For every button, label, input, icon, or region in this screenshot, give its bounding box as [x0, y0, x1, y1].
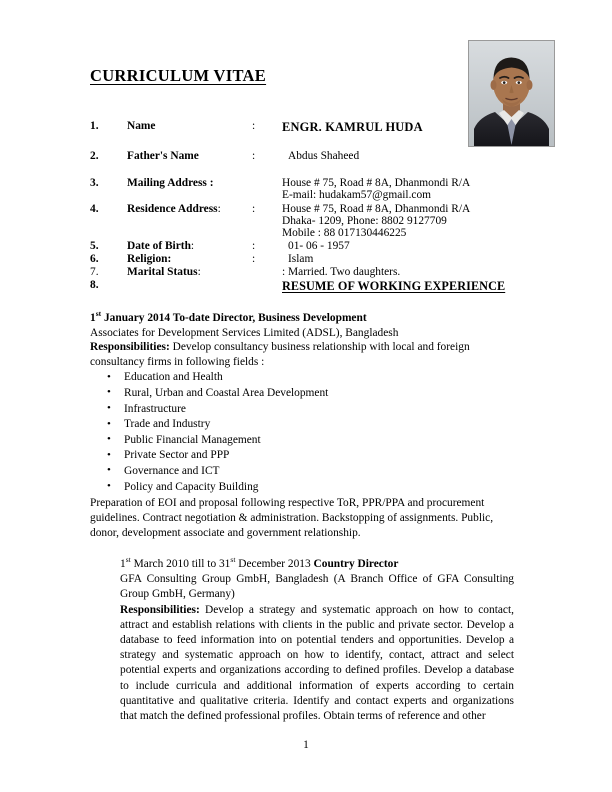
row-colon: :: [252, 240, 256, 252]
experience-2-job-title: Country Director: [313, 558, 399, 570]
row-number: 5.: [90, 240, 99, 252]
row-number: 4.: [90, 203, 99, 215]
row-value: Abdus Shaheed: [288, 150, 360, 162]
row-number: 8.: [90, 279, 99, 291]
list-item: • Policy and Capacity Building: [124, 480, 514, 496]
row-label: Name: [127, 120, 156, 132]
experience-1-responsibilities: [90, 340, 514, 369]
experience-1-heading-day: 1: [90, 312, 96, 324]
info-row-religion: [90, 253, 530, 265]
ordinal-suffix: st: [95, 309, 102, 319]
row-value: ENGR. KAMRUL HUDA: [282, 120, 423, 134]
row-label: Religion:: [127, 253, 172, 265]
list-item: • Infrastructure: [124, 402, 514, 418]
experience-1-heading: [90, 311, 514, 326]
experience-1-closing-paragraph: Preparation of EOI and proposal following respective ToR, PPR/PPA and procurement guidelines. Contract negotiation & administration. Backstopping of assignments. Public, donor, development associate and government relationship.: [90, 497, 494, 539]
experience-2-heading-mid: March 2010 till to 31: [130, 558, 231, 570]
experience-2-organization: GFA Consulting Group GmbH, Bangladesh (A Branch Office of GFA Consulting Group GmbH, Germany): [120, 573, 514, 601]
row-label: [127, 266, 252, 278]
list-item: • Trade and Industry: [124, 417, 514, 433]
info-row-marital-status: [90, 266, 530, 278]
row-colon: :: [252, 150, 256, 162]
row-number: 3.: [90, 177, 99, 189]
info-row-resume-heading: [90, 279, 530, 294]
residence-address-line-1: House # 75, Road # 8A, Dhanmondi R/A: [282, 203, 471, 215]
row-colon: :: [252, 203, 256, 215]
list-item: • Private Sector and PPP: [124, 448, 514, 464]
row-label: Father's Name: [127, 150, 199, 162]
experience-2-start-day: 1: [120, 558, 126, 570]
row-value-lines: [282, 203, 530, 239]
page-number: 1: [303, 739, 309, 751]
row-label: [127, 240, 252, 252]
ordinal-suffix: st: [230, 555, 236, 565]
responsibilities-label: Responsibilities:: [90, 341, 170, 354]
list-item: • Education and Health: [124, 370, 514, 386]
row-label-text: Date of Birth: [127, 240, 191, 252]
responsibilities-text: Develop consultancy business relationship with local and foreign consultancy firms in following fields :: [90, 341, 470, 368]
row-colon: :: [252, 120, 256, 132]
experience-entry-1: [90, 311, 514, 541]
row-label: [127, 203, 252, 215]
consultancy-fields-list: [90, 370, 514, 495]
info-row-residence-address: [90, 203, 530, 239]
info-row-mailing-address: [90, 177, 530, 201]
row-value: 01- 06 - 1957: [288, 240, 350, 252]
row-label: Mailing Address :: [127, 177, 214, 189]
list-item: • Governance and ICT: [124, 464, 514, 480]
responsibilities-text: Develop a strategy and systematic approach on how to contact, attract and establish relations with clients in the public and private sector. Develop a database to feed information into on potential tenders and opportunities. Develop a strategy and systematic approach on how to identify, contact, attract and select potential experts and organizations according to defined profiles. Develop a database to include curricula and additional information of experts according to certain quantitative and qualitative criteria. Identify and contact experts and organizations that match the defined professional profiles. Obtain terms of reference and other: [120, 603, 514, 723]
residence-address-line-2: Dhaka- 1209, Phone: 8802 9127709: [282, 215, 447, 227]
row-number: 7.: [90, 266, 99, 278]
experience-entry-2: [120, 557, 514, 724]
info-row-fathers-name: [90, 150, 530, 162]
info-row-name: [90, 120, 530, 135]
row-colon: :: [252, 253, 256, 265]
row-label-text: Marital Status: [127, 266, 198, 278]
row-label-suffix: :: [197, 266, 201, 278]
row-value: Islam: [288, 253, 314, 265]
row-label-text: Residence Address: [127, 203, 218, 215]
list-item: • Public Financial Management: [124, 433, 514, 449]
row-label-suffix: :: [217, 203, 221, 215]
experience-2-heading-end: December 2013: [235, 558, 314, 570]
experience-1-heading-rest: January 2014 To-date Director, Business Development: [101, 312, 367, 324]
list-item: • Rural, Urban and Coastal Area Development: [124, 386, 514, 402]
page-title: CURRICULUM VITAE: [90, 66, 267, 85]
row-number: 1.: [90, 120, 99, 132]
experience-2-heading: [120, 557, 514, 572]
experience-2-responsibilities: [120, 603, 514, 725]
row-number: 2.: [90, 150, 99, 162]
info-row-date-of-birth: [90, 240, 530, 252]
personal-information-block: [90, 120, 530, 295]
residence-address-mobile: Mobile : 88 017130446225: [282, 227, 407, 239]
ordinal-suffix: st: [125, 555, 131, 565]
row-label-suffix: :: [190, 240, 195, 252]
mailing-address-email: E-mail: hudakam57@gmail.com: [282, 189, 432, 201]
responsibilities-label: Responsibilities:: [120, 603, 200, 616]
experience-1-organization: Associates for Development Services Limited (ADSL), Bangladesh: [90, 326, 399, 339]
row-value-lines: [282, 177, 530, 201]
row-number: 6.: [90, 253, 99, 265]
row-value: : Married. Two daughters.: [282, 266, 401, 278]
mailing-address-line-1: House # 75, Road # 8A, Dhanmondi R/A: [282, 177, 471, 189]
resume-section-heading: RESUME OF WORKING EXPERIENCE: [282, 279, 506, 293]
